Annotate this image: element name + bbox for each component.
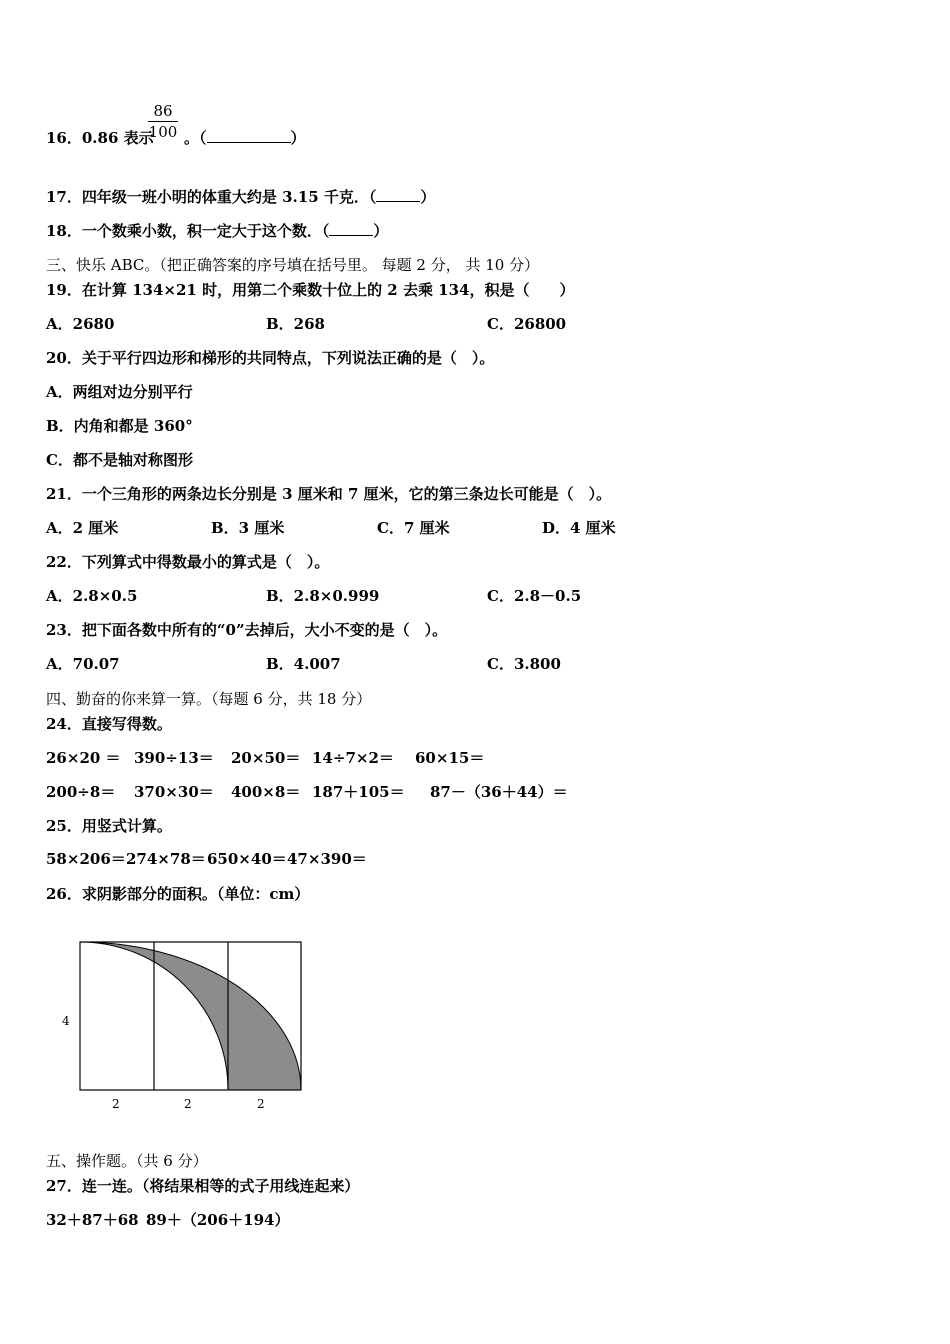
question-19: 19．在计算 134×21 时，用第二个乘数十位上的 2 去乘 134，积是（ ） <box>46 281 575 299</box>
fraction-numerator: 86 <box>153 102 173 120</box>
calc-item: 187＋105＝ <box>312 783 405 801</box>
q16-text: 0.86 表示 <box>81 129 154 147</box>
q21-option-d[interactable]: D．4 厘米 <box>542 519 616 537</box>
q18-paren-close: ） <box>373 222 389 240</box>
calc-item: 26×20 ＝ <box>46 749 121 767</box>
q16-paren-close: ） <box>290 129 306 147</box>
q20-option-a[interactable]: A．两组对边分别平行 <box>46 383 193 401</box>
question-23: 23．把下面各数中所有的“0”去掉后，大小不变的是（ ）。 <box>46 621 448 639</box>
shaded-area-figure <box>56 930 316 1124</box>
side-label: 4 <box>62 1014 70 1028</box>
calc-item: 370×30＝ <box>134 783 214 801</box>
q22-option-a[interactable]: A．2.8×0.5 <box>46 587 138 605</box>
calc-item: 20×50＝ <box>231 749 301 767</box>
q21-option-a[interactable]: A．2 厘米 <box>46 519 119 537</box>
q17-text: 17．四年级一班小明的体重大约是 3.15 千克．（ <box>46 188 377 206</box>
question-26: 26．求阴影部分的面积。（单位：cm） <box>46 885 310 903</box>
section-4-title: 四、勤奋的你来算一算。（每题 6 分，共 18 分） <box>46 690 372 708</box>
bottom-label: 2 <box>257 1097 265 1111</box>
q17-blank[interactable] <box>376 201 420 202</box>
question-21: 21．一个三角形的两条边长分别是 3 厘米和 7 厘米，它的第三条边长可能是（ ）。 <box>46 485 612 503</box>
vertical-calc-item: 274×78＝ <box>126 850 206 868</box>
bottom-label: 2 <box>112 1097 120 1111</box>
question-25: 25．用竖式计算。 <box>46 817 172 835</box>
q16-answer <box>184 128 306 148</box>
fraction-86-100 <box>148 102 178 141</box>
vertical-calc-item: 58×206＝ <box>46 850 126 868</box>
q23-option-a[interactable]: A．70.07 <box>46 655 120 673</box>
question-17 <box>46 187 435 207</box>
q16-paren-open: 。（ <box>184 129 207 147</box>
q16-number: 16． <box>46 129 82 147</box>
q23-option-c[interactable]: C．3.800 <box>487 655 561 673</box>
q21-option-b[interactable]: B．3 厘米 <box>211 519 285 537</box>
shaded-area-diagram <box>56 930 316 1120</box>
question-16 <box>46 128 154 148</box>
calc-item: 200÷8＝ <box>46 783 116 801</box>
calc-item: 14÷7×2＝ <box>312 749 394 767</box>
shaded-band <box>80 942 301 1090</box>
bottom-label: 2 <box>184 1097 192 1111</box>
q21-option-c[interactable]: C．7 厘米 <box>377 519 450 537</box>
q17-paren-close: ） <box>420 188 436 206</box>
match-item[interactable]: 32＋87＋68 <box>46 1211 139 1229</box>
calc-item: 60×15＝ <box>415 749 485 767</box>
question-20: 20．关于平行四边形和梯形的共同特点，下列说法正确的是（ ）。 <box>46 349 495 367</box>
q20-option-b[interactable]: B．内角和都是 360° <box>46 417 193 435</box>
fraction-denominator: 100 <box>148 123 178 141</box>
calc-item: 390÷13＝ <box>134 749 214 767</box>
vertical-calc-item: 650×40＝ <box>207 850 287 868</box>
question-24: 24．直接写得数。 <box>46 715 172 733</box>
q16-blank[interactable] <box>207 142 291 143</box>
calc-item: 400×8＝ <box>231 783 301 801</box>
calc-item: 87－（36＋44）＝ <box>430 783 568 801</box>
q19-option-b[interactable]: B．268 <box>266 315 325 333</box>
q18-text: 18．一个数乘小数，积一定大于这个数．（ <box>46 222 330 240</box>
match-item[interactable]: 89＋（206＋194） <box>146 1211 290 1229</box>
section-3-title: 三、快乐 ABC。（把正确答案的序号填在括号里。 每题 2 分， 共 10 分） <box>46 256 540 274</box>
question-18 <box>46 221 388 241</box>
q22-option-c[interactable]: C．2.8－0.5 <box>487 587 582 605</box>
q23-option-b[interactable]: B．4.007 <box>266 655 341 673</box>
question-27: 27．连一连。（将结果相等的式子用线连起来） <box>46 1177 360 1195</box>
q19-option-a[interactable]: A．2680 <box>46 315 115 333</box>
question-22: 22．下列算式中得数最小的算式是（ ）。 <box>46 553 330 571</box>
q22-option-b[interactable]: B．2.8×0.999 <box>266 587 380 605</box>
q18-blank[interactable] <box>329 235 373 236</box>
q19-option-c[interactable]: C．26800 <box>487 315 567 333</box>
fraction-bar <box>148 121 178 122</box>
section-5-title: 五、操作题。（共 6 分） <box>46 1152 208 1170</box>
vertical-calc-item: 47×390＝ <box>287 850 367 868</box>
q20-option-c[interactable]: C．都不是轴对称图形 <box>46 451 193 469</box>
